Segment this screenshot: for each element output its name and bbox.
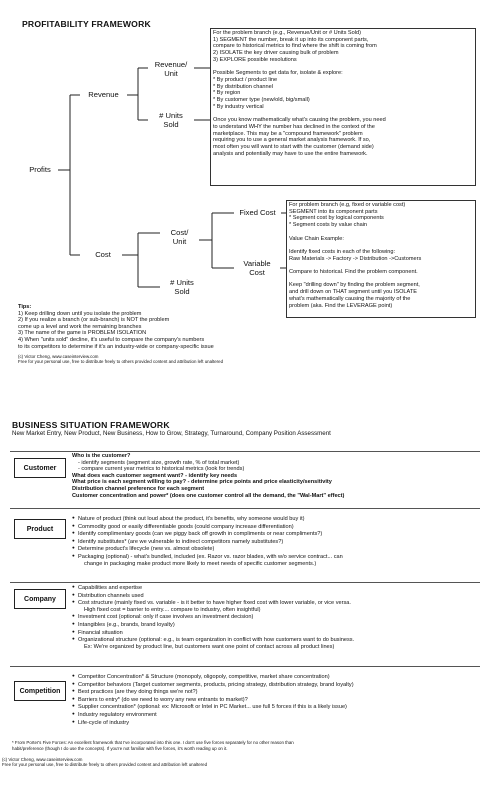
cost-box-line: Keep "drilling down" by finding the problem segment, bbox=[289, 282, 420, 289]
product-item: ● Packaging (optional) - what's bundled, included (ex. Razor vs. razor blades, with w/o service contract... can bbox=[72, 553, 476, 561]
customer-item: - compare current year metrics to historical metrics (look for trends) bbox=[78, 466, 245, 473]
bsf-license: Free for your personal use, free to distribute freely to others provided content and attribution left unaltered bbox=[2, 762, 208, 767]
company-item: ● Investment cost (optional: only if case involves an investment decision) bbox=[72, 613, 476, 621]
product-item: ● Determine product's lifecycle (new vs. almost obsolete) bbox=[72, 545, 476, 553]
revenue-box-line: * By customer type (new/old, big/small) bbox=[213, 97, 310, 104]
tip-line: 3) The name of the game is PROBLEM ISOLATION bbox=[18, 330, 147, 337]
divider-product-company bbox=[10, 582, 480, 583]
profit-license: Free for your personal use, free to distribute freely to others provided content and attribution left unaltered bbox=[18, 359, 224, 364]
cost-box-line: SEGMENT into its component parts bbox=[289, 208, 378, 215]
customer-section bbox=[72, 453, 476, 499]
competition-item: ● Life-cycle of industry bbox=[72, 719, 476, 727]
cost-box-line: Raw Materials -> Factory -> Distribution ->Customers bbox=[289, 255, 422, 262]
customer-item: What does each customer segment want? - identify key needs bbox=[72, 472, 238, 479]
cost-analysis-box bbox=[286, 200, 476, 318]
competition-item: ● Barriers to entry* (do we need to worry any new entrants to market)? bbox=[72, 696, 476, 704]
cost-box-line bbox=[289, 242, 473, 249]
revenue-box-line: requiring you to use a general market analysis framework. If so, bbox=[213, 137, 371, 144]
cost-box-line: problem (aka. Find the LEVERAGE point) bbox=[289, 302, 393, 309]
product-item: ● Identify complimentary goods (can we piggy back off growth in compliments or near compliments?) bbox=[72, 530, 476, 538]
node-variable-cost: Variable Cost bbox=[243, 259, 271, 277]
product-item: ● Nature of product (think out loud about the product, it's benefits, why someone would buy it) bbox=[72, 515, 476, 523]
revenue-box-line: * By industry vertical bbox=[213, 103, 264, 110]
cost-box-line: * Segment costs by value chain bbox=[289, 222, 368, 229]
customer-item: What price is each segment willing to pay? - determine price points and price elasticity/sensitivity bbox=[72, 479, 332, 486]
competition-item: ● Industry regulatory environment bbox=[72, 711, 476, 719]
company-item: High fixed cost = barrier to entry.... compare to industry, often insightful) bbox=[84, 606, 261, 613]
node-cost: Cost bbox=[95, 250, 111, 259]
customer-item: - identify segments (segment size, growth rate, % of total market) bbox=[78, 459, 240, 466]
competition-item: ● Competitor Concentration* & Structure (monopoly, oligopoly, competitive, market share concentration) bbox=[72, 673, 476, 681]
tip-line: 1) Keep drilling down until you isolate the problem bbox=[18, 310, 142, 317]
tip-line: to its competitors to determine if it's an industry-wide or company-specific issue bbox=[18, 343, 214, 350]
customer-item: Who is the customer? bbox=[72, 453, 131, 459]
competition-item: ● Competitor behaviors (Target customer segments, products, pricing strategy, distribution strategy, brand loyalty) bbox=[72, 681, 476, 689]
tips-section bbox=[18, 304, 278, 350]
node-units-sold-revenue: # Units Sold bbox=[159, 111, 183, 129]
revenue-box-line: 2) ISOLATE the key driver causing bulk of problem bbox=[213, 50, 339, 57]
business-framework-subtitle: New Market Entry, New Product, New Business, How to Grow, Strategy, Turnaround, Company Position Assessment bbox=[12, 430, 331, 437]
label-customer: Customer bbox=[14, 458, 66, 478]
business-framework-title: BUSINESS SITUATION FRAMEWORK bbox=[12, 420, 170, 430]
node-revenue-per-unit: Revenue/ Unit bbox=[154, 60, 188, 78]
label-company: Company bbox=[14, 589, 66, 609]
company-item: ● Intangibles (e.g., brands, brand loyalty) bbox=[72, 621, 476, 629]
company-item: Ex: We're organized by product line, but customers want one point of contact across all product lines) bbox=[84, 643, 335, 650]
cost-box-line: * Segment cost by logical components bbox=[289, 215, 384, 222]
cost-box-line bbox=[289, 262, 473, 269]
tip-line: 2) If you realize a branch (or sub-branch) is NOT the problem bbox=[18, 317, 170, 324]
label-product: Product bbox=[14, 519, 66, 539]
revenue-box-line: compare to historical metrics to find where the shift is coming from bbox=[213, 43, 377, 50]
company-item: ● Financial situation bbox=[72, 629, 476, 637]
revenue-box-line: * By region bbox=[213, 90, 241, 97]
customer-item: Customer concentration and power* (does one customer control all the demand, the "Wal-Mart" effect) bbox=[72, 492, 345, 499]
footnote: * From Porter's Five Forces: An excellent framework that I've incorporated into this one. I don't use five forces separately for no other reason than habit/preference (though I do use the concepts). If you're not familiar with five forces, it's worth reading up on it. bbox=[12, 740, 294, 751]
node-fixed-cost: Fixed Cost bbox=[239, 208, 276, 217]
revenue-box-line bbox=[213, 64, 473, 71]
revenue-box-line: Once you know mathematically what's causing the problem, you need bbox=[213, 117, 386, 124]
divider-top bbox=[10, 451, 480, 452]
revenue-box-line: * By product / product line bbox=[213, 76, 278, 83]
customer-item: Distribution channel preference for each segment bbox=[72, 485, 205, 492]
company-item: ● Distribution channels used bbox=[72, 592, 476, 600]
tip-line: 4) When "units sold" decline, it's useful to compare the company's numbers bbox=[18, 336, 205, 343]
revenue-box-line: analysis and potentially may have to use the entire framework. bbox=[213, 150, 368, 157]
competition-section bbox=[72, 673, 476, 726]
cost-box-line: what's mathematically causing the majority of the bbox=[289, 295, 411, 302]
revenue-box-line bbox=[213, 110, 473, 117]
divider-customer-product bbox=[10, 508, 480, 509]
company-section bbox=[72, 584, 476, 650]
node-cost-per-unit: Cost/ Unit bbox=[170, 228, 189, 246]
profitability-title: PROFITABILITY FRAMEWORK bbox=[22, 19, 151, 29]
cost-box-line: and drill down on THAT segment until you ISOLATE bbox=[289, 289, 417, 296]
revenue-box-line: to understand WHY the number has declined in the context of the bbox=[213, 123, 375, 130]
cost-box-line bbox=[289, 229, 473, 236]
cost-box-line: Value Chain Example: bbox=[289, 235, 344, 242]
cost-box-line: Identify fixed costs in each of the following: bbox=[289, 248, 396, 255]
company-item: ● Organizational structure (optional: e.g., is team organization in conflict with how customers want to do business. bbox=[72, 636, 476, 644]
revenue-analysis-box bbox=[210, 28, 476, 186]
revenue-box-line: * By distribution channel bbox=[213, 83, 274, 90]
revenue-box-line: Possible Segments to get data for, isolate & explore: bbox=[213, 70, 343, 77]
node-revenue: Revenue bbox=[88, 90, 119, 99]
node-units-sold-cost: # Units Sold bbox=[170, 278, 194, 296]
competition-item: ● Supplier concentration* (optional: ex: Microsoft or Intel in PC Market... use full 5 forces if this is a likely issue) bbox=[72, 703, 476, 711]
company-item: ● Cost structure (mainly fixed vs. variable - is it better to have higher fixed cost with lower variable, or vice versa. bbox=[72, 599, 476, 607]
product-item: ● Commodity good or easily differentiable goods (could company increase differentiation) bbox=[72, 523, 476, 531]
profit-copyright: (c) Victor Cheng, www.caseinterview.com bbox=[18, 354, 99, 359]
revenue-box-line: 1) SEGMENT the number, break it up into its component parts, bbox=[213, 36, 369, 43]
cost-box-line: Compare to historical. Find the problem component. bbox=[289, 269, 418, 276]
product-section bbox=[72, 515, 476, 567]
cost-box-line bbox=[289, 276, 473, 283]
cost-box-line: For problem branch (e.g, fixed or variable cost) bbox=[289, 202, 406, 208]
revenue-box-line: For the problem branch (e.g., Revenue/Unit or # Units Sold) bbox=[213, 30, 361, 36]
divider-company-competition bbox=[10, 666, 480, 667]
competition-item: ● Best practices (are they doing things we're not?) bbox=[72, 688, 476, 696]
company-item: ● Capabilities and expertise bbox=[72, 584, 476, 592]
product-item: change in packaging make product more likely to meet needs of specific customer segments.) bbox=[84, 560, 317, 567]
tip-line: come up a level and work the remaining branches bbox=[18, 323, 142, 330]
revenue-box-line: 3) EXPLORE possible resolutions bbox=[213, 56, 297, 63]
tips-title: Tips: bbox=[18, 304, 32, 310]
revenue-box-line: most often you will want to start with the customer (demand side) bbox=[213, 143, 374, 150]
node-profits: Profits bbox=[29, 165, 51, 174]
product-item: ● Identify substitutes* (are we vulnerable to indirect competitors namely substitutes?) bbox=[72, 538, 476, 546]
revenue-box-line: marketplace. This may be a "compound framework" problem bbox=[213, 130, 363, 137]
label-competition: Competition bbox=[14, 681, 66, 701]
bsf-copyright: (c) Victor Cheng, www.caseinterview.com bbox=[2, 757, 83, 762]
